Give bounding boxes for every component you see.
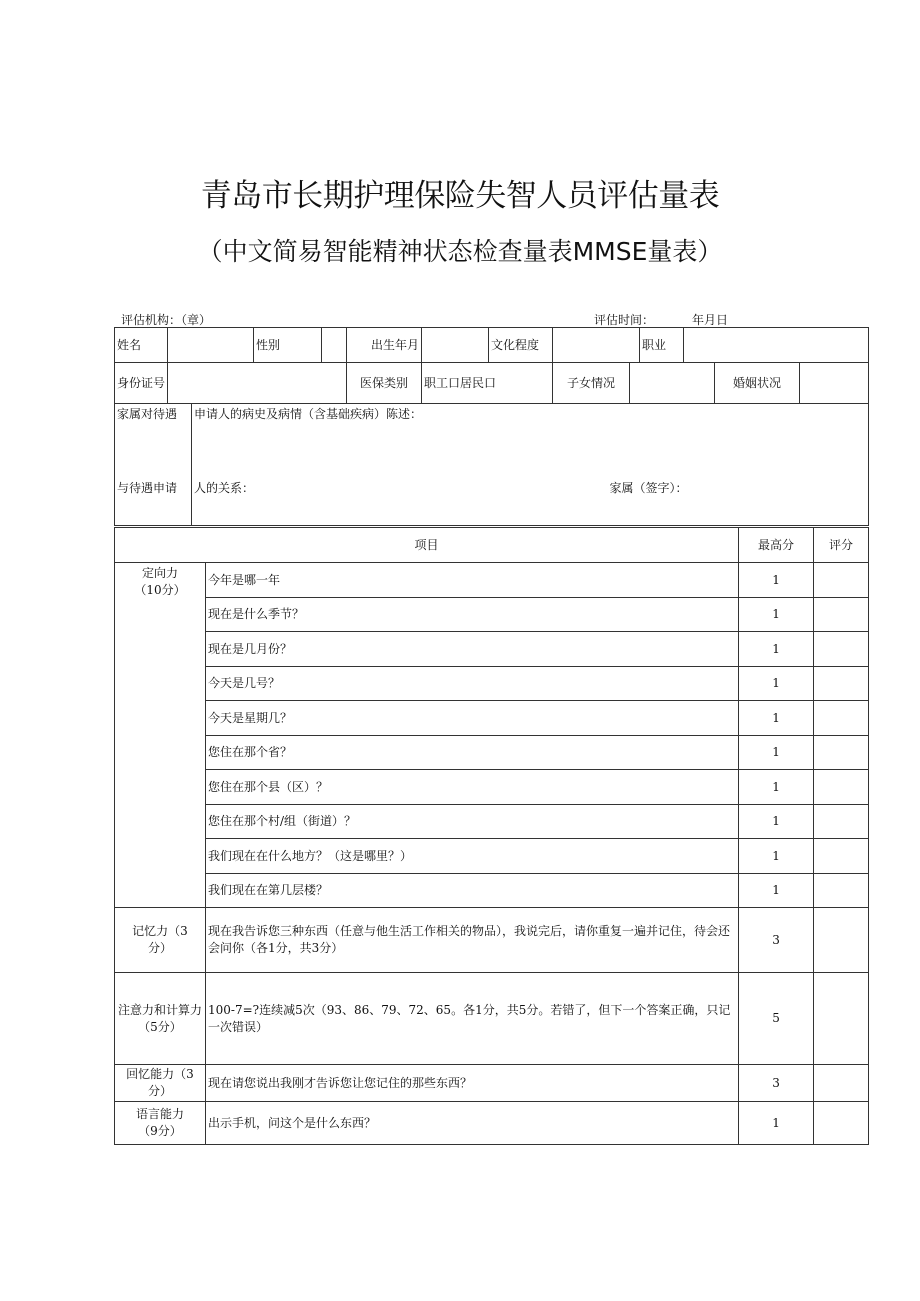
question-text: 您住在那个村/组（街道）？ — [206, 805, 739, 839]
max-score: 1 — [739, 805, 814, 839]
max-score: 1 — [739, 563, 814, 598]
children-field[interactable] — [630, 363, 715, 404]
score-field[interactable] — [814, 598, 869, 632]
occupation-field[interactable] — [684, 328, 869, 363]
header-item: 项目 — [115, 528, 739, 563]
birth-field[interactable] — [422, 328, 489, 363]
category-orientation: 定向力 （10分） — [115, 563, 206, 908]
max-score: 1 — [739, 770, 814, 805]
education-label: 文化程度 — [489, 328, 553, 363]
mmse-scale-table — [114, 527, 869, 1145]
question-text: 现在我告诉您三种东西（任意与他生活工作相关的物品），我说完后，请你重复一遍并记住，待会还会问你（各1分，共3分） — [206, 908, 739, 973]
time-label: 评估时间： — [594, 313, 655, 327]
question-text: 今年是哪一年 — [206, 563, 739, 598]
max-score: 3 — [739, 1065, 814, 1102]
history-label: 申请人的病史及病情（含基础疾病）陈述： — [194, 407, 423, 421]
question-text: 现在请您说出我刚才告诉您让您记住的那些东西？ — [206, 1065, 739, 1102]
question-text: 100-7=?连续减5次（93、86、79、72、65。各1分，共5分。若错了，但下一个答案正确，只记一次错误） — [206, 973, 739, 1065]
applicant-info-table — [114, 327, 869, 526]
category-language: 语言能力 （9分） — [115, 1102, 206, 1145]
category-recall: 回忆能力（3 分） — [115, 1065, 206, 1102]
relation-label: 人的关系： — [194, 481, 255, 495]
question-text: 今天是几号？ — [206, 667, 739, 701]
id-label: 身份证号 — [115, 363, 168, 404]
marriage-label: 婚姻状况 — [715, 363, 800, 404]
header-score: 评分 — [814, 528, 869, 563]
score-field[interactable] — [814, 701, 869, 736]
question-text: 今天是星期几？ — [206, 701, 739, 736]
max-score: 1 — [739, 667, 814, 701]
max-score: 1 — [739, 598, 814, 632]
birth-label: 出生年月 — [347, 328, 422, 363]
category-memory: 记忆力（3 分） — [115, 908, 206, 973]
max-score: 1 — [739, 701, 814, 736]
family-label-2: 与待遇申请 — [117, 481, 178, 495]
insurance-label: 医保类别 — [347, 363, 422, 404]
question-text: 我们现在在第几层楼？ — [206, 874, 739, 908]
score-field[interactable] — [814, 1102, 869, 1145]
family-statement-field[interactable] — [254, 404, 869, 526]
form-subtitle: （中文简易智能精神状态检查量表MMSE量表） — [197, 237, 723, 266]
score-field[interactable] — [814, 908, 869, 973]
question-text: 您住在那个省？ — [206, 736, 739, 770]
score-field[interactable] — [814, 667, 869, 701]
max-score: 1 — [739, 874, 814, 908]
max-score: 1 — [739, 632, 814, 667]
question-text: 现在是什么季节？ — [206, 598, 739, 632]
max-score: 1 — [739, 1102, 814, 1145]
score-field[interactable] — [814, 1065, 869, 1102]
max-score: 5 — [739, 973, 814, 1065]
family-label-1: 家属对待遇 — [117, 407, 178, 421]
name-label: 姓名 — [115, 328, 168, 363]
score-field[interactable] — [814, 973, 869, 1065]
education-field[interactable] — [553, 328, 640, 363]
category-attention-calculation: 注意力和计算力 （5分） — [115, 973, 206, 1065]
gender-field[interactable] — [322, 328, 347, 363]
question-text: 现在是几月份？ — [206, 632, 739, 667]
score-field[interactable] — [814, 632, 869, 667]
marriage-field[interactable] — [800, 363, 869, 404]
score-field[interactable] — [814, 563, 869, 598]
occupation-label: 职业 — [640, 328, 684, 363]
id-field[interactable] — [168, 363, 347, 404]
question-text: 您住在那个县（区）？ — [206, 770, 739, 805]
insurance-options[interactable]: 职工口居民口 — [422, 363, 553, 404]
question-text: 出示手机，问这个是什么东西？ — [206, 1102, 739, 1145]
max-score: 1 — [739, 736, 814, 770]
name-field[interactable] — [168, 328, 254, 363]
score-field[interactable] — [814, 874, 869, 908]
score-field[interactable] — [814, 839, 869, 874]
score-field[interactable] — [814, 770, 869, 805]
header-max: 最高分 — [739, 528, 814, 563]
form-title: 青岛市长期护理保险失智人员评估量表 — [200, 178, 720, 214]
score-field[interactable] — [814, 805, 869, 839]
date-label: 年月日 — [692, 313, 729, 327]
family-sign-label: 家属（签字）： — [609, 481, 688, 495]
max-score: 3 — [739, 908, 814, 973]
org-label: 评估机构：（章） — [121, 313, 212, 327]
question-text: 我们现在在什么地方？（这是哪里？） — [206, 839, 739, 874]
family-relation-cell — [115, 404, 423, 526]
gender-label: 性别 — [254, 328, 322, 363]
children-label: 子女情况 — [553, 363, 630, 404]
max-score: 1 — [739, 839, 814, 874]
score-field[interactable] — [814, 736, 869, 770]
